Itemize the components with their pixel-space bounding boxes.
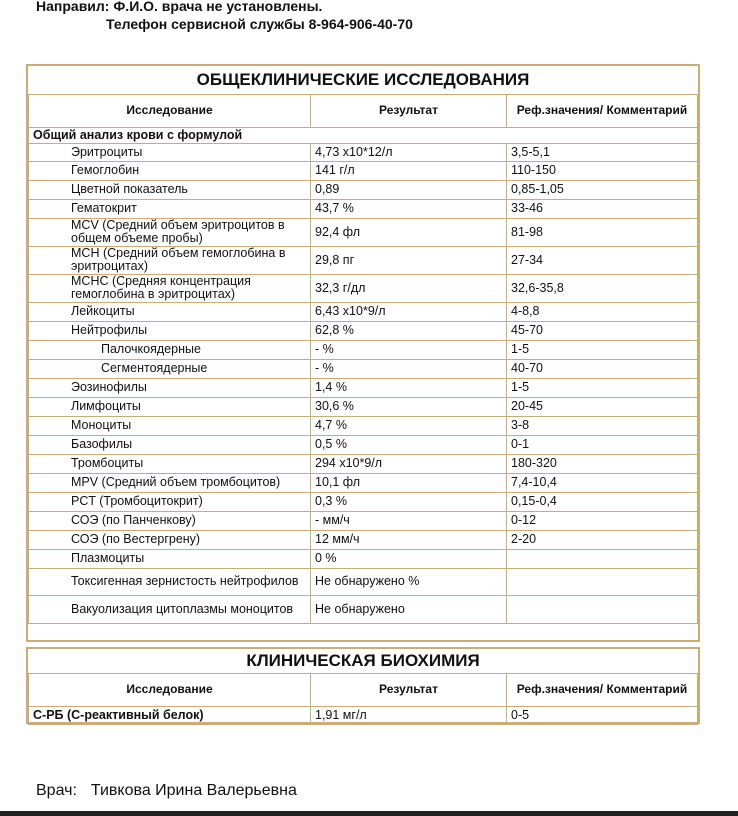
reference-value: 0-12 [507,511,698,530]
test-name: MCV (Средний объем эритроцитов в общем объеме пробы) [29,218,311,246]
test-result: 141 г/л [311,161,507,180]
test-name: Тромбоциты [29,454,311,473]
test-name: Сегментоядерные [29,359,311,378]
clinical-biochemistry-section [26,647,700,724]
test-result: 6,43 х10*9/л [311,302,507,321]
doctor-name: Тивкова Ирина Валерьевна [90,782,297,799]
column-header-result: Результат [311,673,507,706]
test-name: Вакуолизация цитоплазмы моноцитов [29,595,311,623]
table-row [29,161,698,180]
column-header-test: Исследование [29,673,311,706]
reference-value: 27-34 [507,246,698,274]
test-result: 62,8 % [311,321,507,340]
table-row [29,302,698,321]
test-result: 1,4 % [311,378,507,397]
reference-value: 110-150 [507,161,698,180]
referral-line: Направил: Ф.И.О. врача не установлены. [36,0,323,14]
test-name: MCHC (Средняя концентрация гемоглобина в эритроцитах) [29,274,311,302]
table-row [29,416,698,435]
table-row [29,321,698,340]
column-header-result: Результат [311,94,507,127]
test-name: Нейтрофилы [29,321,311,340]
test-result: Не обнаружено [311,595,507,623]
test-result: 0,3 % [311,492,507,511]
bottom-edge-bar [0,811,738,816]
reference-value: 0-5 [507,706,698,724]
test-name: MCH (Средний объем гемоглобина в эритроцитах) [29,246,311,274]
reference-value: 0,85-1,05 [507,180,698,199]
table-row [29,511,698,530]
reference-value: 4-8,8 [507,302,698,321]
reference-value: 7,4-10,4 [507,473,698,492]
table-row [29,568,698,595]
table-row [29,454,698,473]
service-phone-line: Телефон сервисной службы 8-964-906-40-70 [106,16,413,32]
test-name: Гематокрит [29,199,311,218]
test-name: СОЭ (по Панченкову) [29,511,311,530]
test-name: Лимфоциты [29,397,311,416]
reference-value [507,595,698,623]
table-row [29,180,698,199]
test-name: Токсигенная зернистость нейтрофилов [29,568,311,595]
test-name: Эритроциты [29,143,311,161]
test-name: Базофилы [29,435,311,454]
biochemistry-table [28,649,698,725]
reference-value: 45-70 [507,321,698,340]
test-name: PCT (Тромбоцитокрит) [29,492,311,511]
test-name: Гемоглобин [29,161,311,180]
column-header-reference: Реф.значения/ Комментарий [507,673,698,706]
section-title: ОБЩЕКЛИНИЧЕСКИЕ ИССЛЕДОВАНИЯ [29,66,698,94]
table-row [29,473,698,492]
test-result: 1,91 мг/л [311,706,507,724]
table-row [29,492,698,511]
table-row [29,340,698,359]
test-result: 294 х10*9/л [311,454,507,473]
test-name: MPV (Средний объем тромбоцитов) [29,473,311,492]
test-result: Не обнаружено % [311,568,507,595]
table-row [29,706,698,724]
test-name: С-РБ (С-реактивный белок) [29,706,311,724]
test-name: СОЭ (по Вестергрену) [29,530,311,549]
test-result: - мм/ч [311,511,507,530]
doctor-label: Врач: [36,782,77,799]
test-name: Моноциты [29,416,311,435]
test-name: Плазмоциты [29,549,311,568]
reference-value: 32,6-35,8 [507,274,698,302]
test-result: - % [311,340,507,359]
table-row [29,378,698,397]
doctor-signature-line [36,782,297,800]
general-clinical-section [26,64,700,642]
test-result: 10,1 фл [311,473,507,492]
test-result: 4,7 % [311,416,507,435]
test-result: 12 мм/ч [311,530,507,549]
test-result: 0 % [311,549,507,568]
table-row [29,274,698,302]
table-row [29,397,698,416]
column-header-reference: Реф.значения/ Комментарий [507,94,698,127]
reference-value: 40-70 [507,359,698,378]
table-row [29,549,698,568]
test-name: Цветной показатель [29,180,311,199]
test-result: 0,89 [311,180,507,199]
test-name: Палочкоядерные [29,340,311,359]
reference-value: 0,15-0,4 [507,492,698,511]
test-result: - % [311,359,507,378]
table-row [29,530,698,549]
test-name: Эозинофилы [29,378,311,397]
reference-value: 1-5 [507,340,698,359]
test-result: 43,7 % [311,199,507,218]
table-row [29,143,698,161]
table-row [29,218,698,246]
reference-value: 1-5 [507,378,698,397]
test-group-title: Общий анализ крови с формулой [29,127,698,143]
reference-value: 0-1 [507,435,698,454]
table-row [29,199,698,218]
test-result: 92,4 фл [311,218,507,246]
test-name: Лейкоциты [29,302,311,321]
reference-value: 2-20 [507,530,698,549]
reference-value: 33-46 [507,199,698,218]
reference-value [507,549,698,568]
table-row [29,595,698,623]
reference-value: 20-45 [507,397,698,416]
test-result: 4,73 х10*12/л [311,143,507,161]
column-header-test: Исследование [29,94,311,127]
reference-value: 3,5-5,1 [507,143,698,161]
section-title: КЛИНИЧЕСКАЯ БИОХИМИЯ [29,649,698,673]
table-row [29,435,698,454]
reference-value: 180-320 [507,454,698,473]
table-row [29,246,698,274]
blood-test-table [28,66,698,624]
test-result: 0,5 % [311,435,507,454]
table-row [29,359,698,378]
test-result: 32,3 г/дл [311,274,507,302]
reference-value: 3-8 [507,416,698,435]
test-result: 30,6 % [311,397,507,416]
reference-value: 81-98 [507,218,698,246]
test-result: 29,8 пг [311,246,507,274]
reference-value [507,568,698,595]
